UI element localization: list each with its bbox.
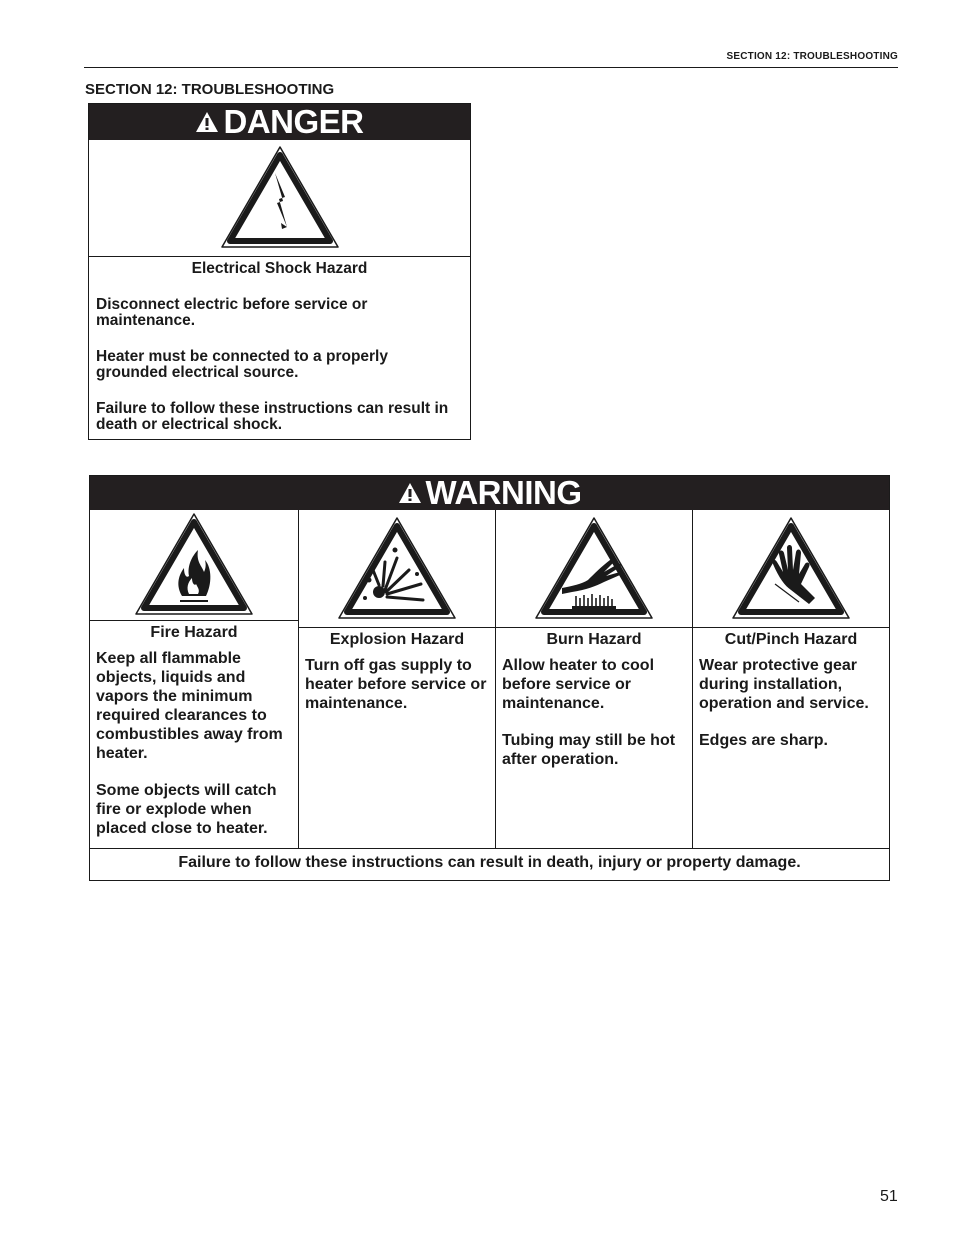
danger-paragraph: Failure to follow these instructions can result in death or electrical shock.: [96, 400, 449, 433]
hazard-title: Burn Hazard: [546, 631, 642, 648]
hazard-body: [299, 649, 495, 731]
hazard-title: Cut/Pinch Hazard: [724, 631, 858, 648]
warning-signal-word: WARNING: [425, 474, 582, 511]
hazard-title: Explosion Hazard: [329, 631, 465, 648]
hazard-body: [693, 649, 889, 768]
hazard-paragraph: Edges are sharp.: [699, 732, 828, 749]
hazard-icon-area: [496, 510, 692, 628]
hazard-paragraph: Tubing may still be hot after operation.: [502, 732, 676, 768]
hazard-paragraph: Allow heater to cool before service or maintenance.: [502, 657, 655, 712]
header-rule: [84, 67, 898, 68]
danger-box: [88, 103, 471, 440]
section-title: SECTION 12: TROUBLESHOOTING: [85, 81, 335, 98]
danger-paragraph: Disconnect electric before service or maintenance.: [96, 296, 368, 329]
danger-signal-word: DANGER: [223, 103, 364, 140]
danger-icon-area: [89, 140, 470, 257]
hazard-paragraph: Keep all flammable objects, liquids and vapors the minimum required clearances to combustibles away from heater.: [96, 650, 283, 762]
warning-signal-bar: [90, 476, 889, 510]
explosion-icon: [335, 514, 459, 624]
hazard-fire: [90, 510, 299, 848]
hazard-paragraph: Some objects will catch fire or explode when placed close to heater.: [96, 782, 277, 837]
fire-icon: [132, 510, 256, 620]
hazard-cut-pinch: [693, 510, 889, 848]
hazard-explosion: [299, 510, 496, 848]
danger-hazard-title: Electrical Shock Hazard: [191, 260, 368, 277]
hazard-burn: [496, 510, 693, 848]
danger-signal-bar: [89, 104, 470, 140]
hazard-icon-area: [90, 510, 298, 621]
electric-shock-icon: [218, 143, 342, 253]
hot-surface-icon: [532, 514, 656, 624]
hazard-title: Fire Hazard: [150, 624, 238, 641]
page-number: 51: [880, 1188, 898, 1205]
running-header: SECTION 12: TROUBLESHOOTING: [726, 51, 898, 62]
warning-box: [89, 475, 890, 881]
hazard-paragraph: Wear protective gear during installation, operation and service.: [699, 657, 869, 712]
alert-triangle-icon: [195, 111, 219, 133]
hazard-icon-area: [693, 510, 889, 628]
danger-paragraph: Heater must be connected to a properly grounded electrical source.: [96, 348, 388, 381]
hazard-paragraph: Turn off gas supply to heater before service or maintenance.: [305, 657, 487, 712]
warning-footer: Failure to follow these instructions can result in death, injury or property damage.: [178, 854, 801, 871]
hazard-icon-area: [299, 510, 495, 628]
cut-hand-icon: [729, 514, 853, 624]
danger-text: [89, 257, 470, 433]
alert-triangle-icon: [398, 482, 422, 504]
hazard-body: [496, 649, 692, 787]
hazard-body: [90, 642, 298, 856]
hazard-grid: [90, 510, 889, 849]
